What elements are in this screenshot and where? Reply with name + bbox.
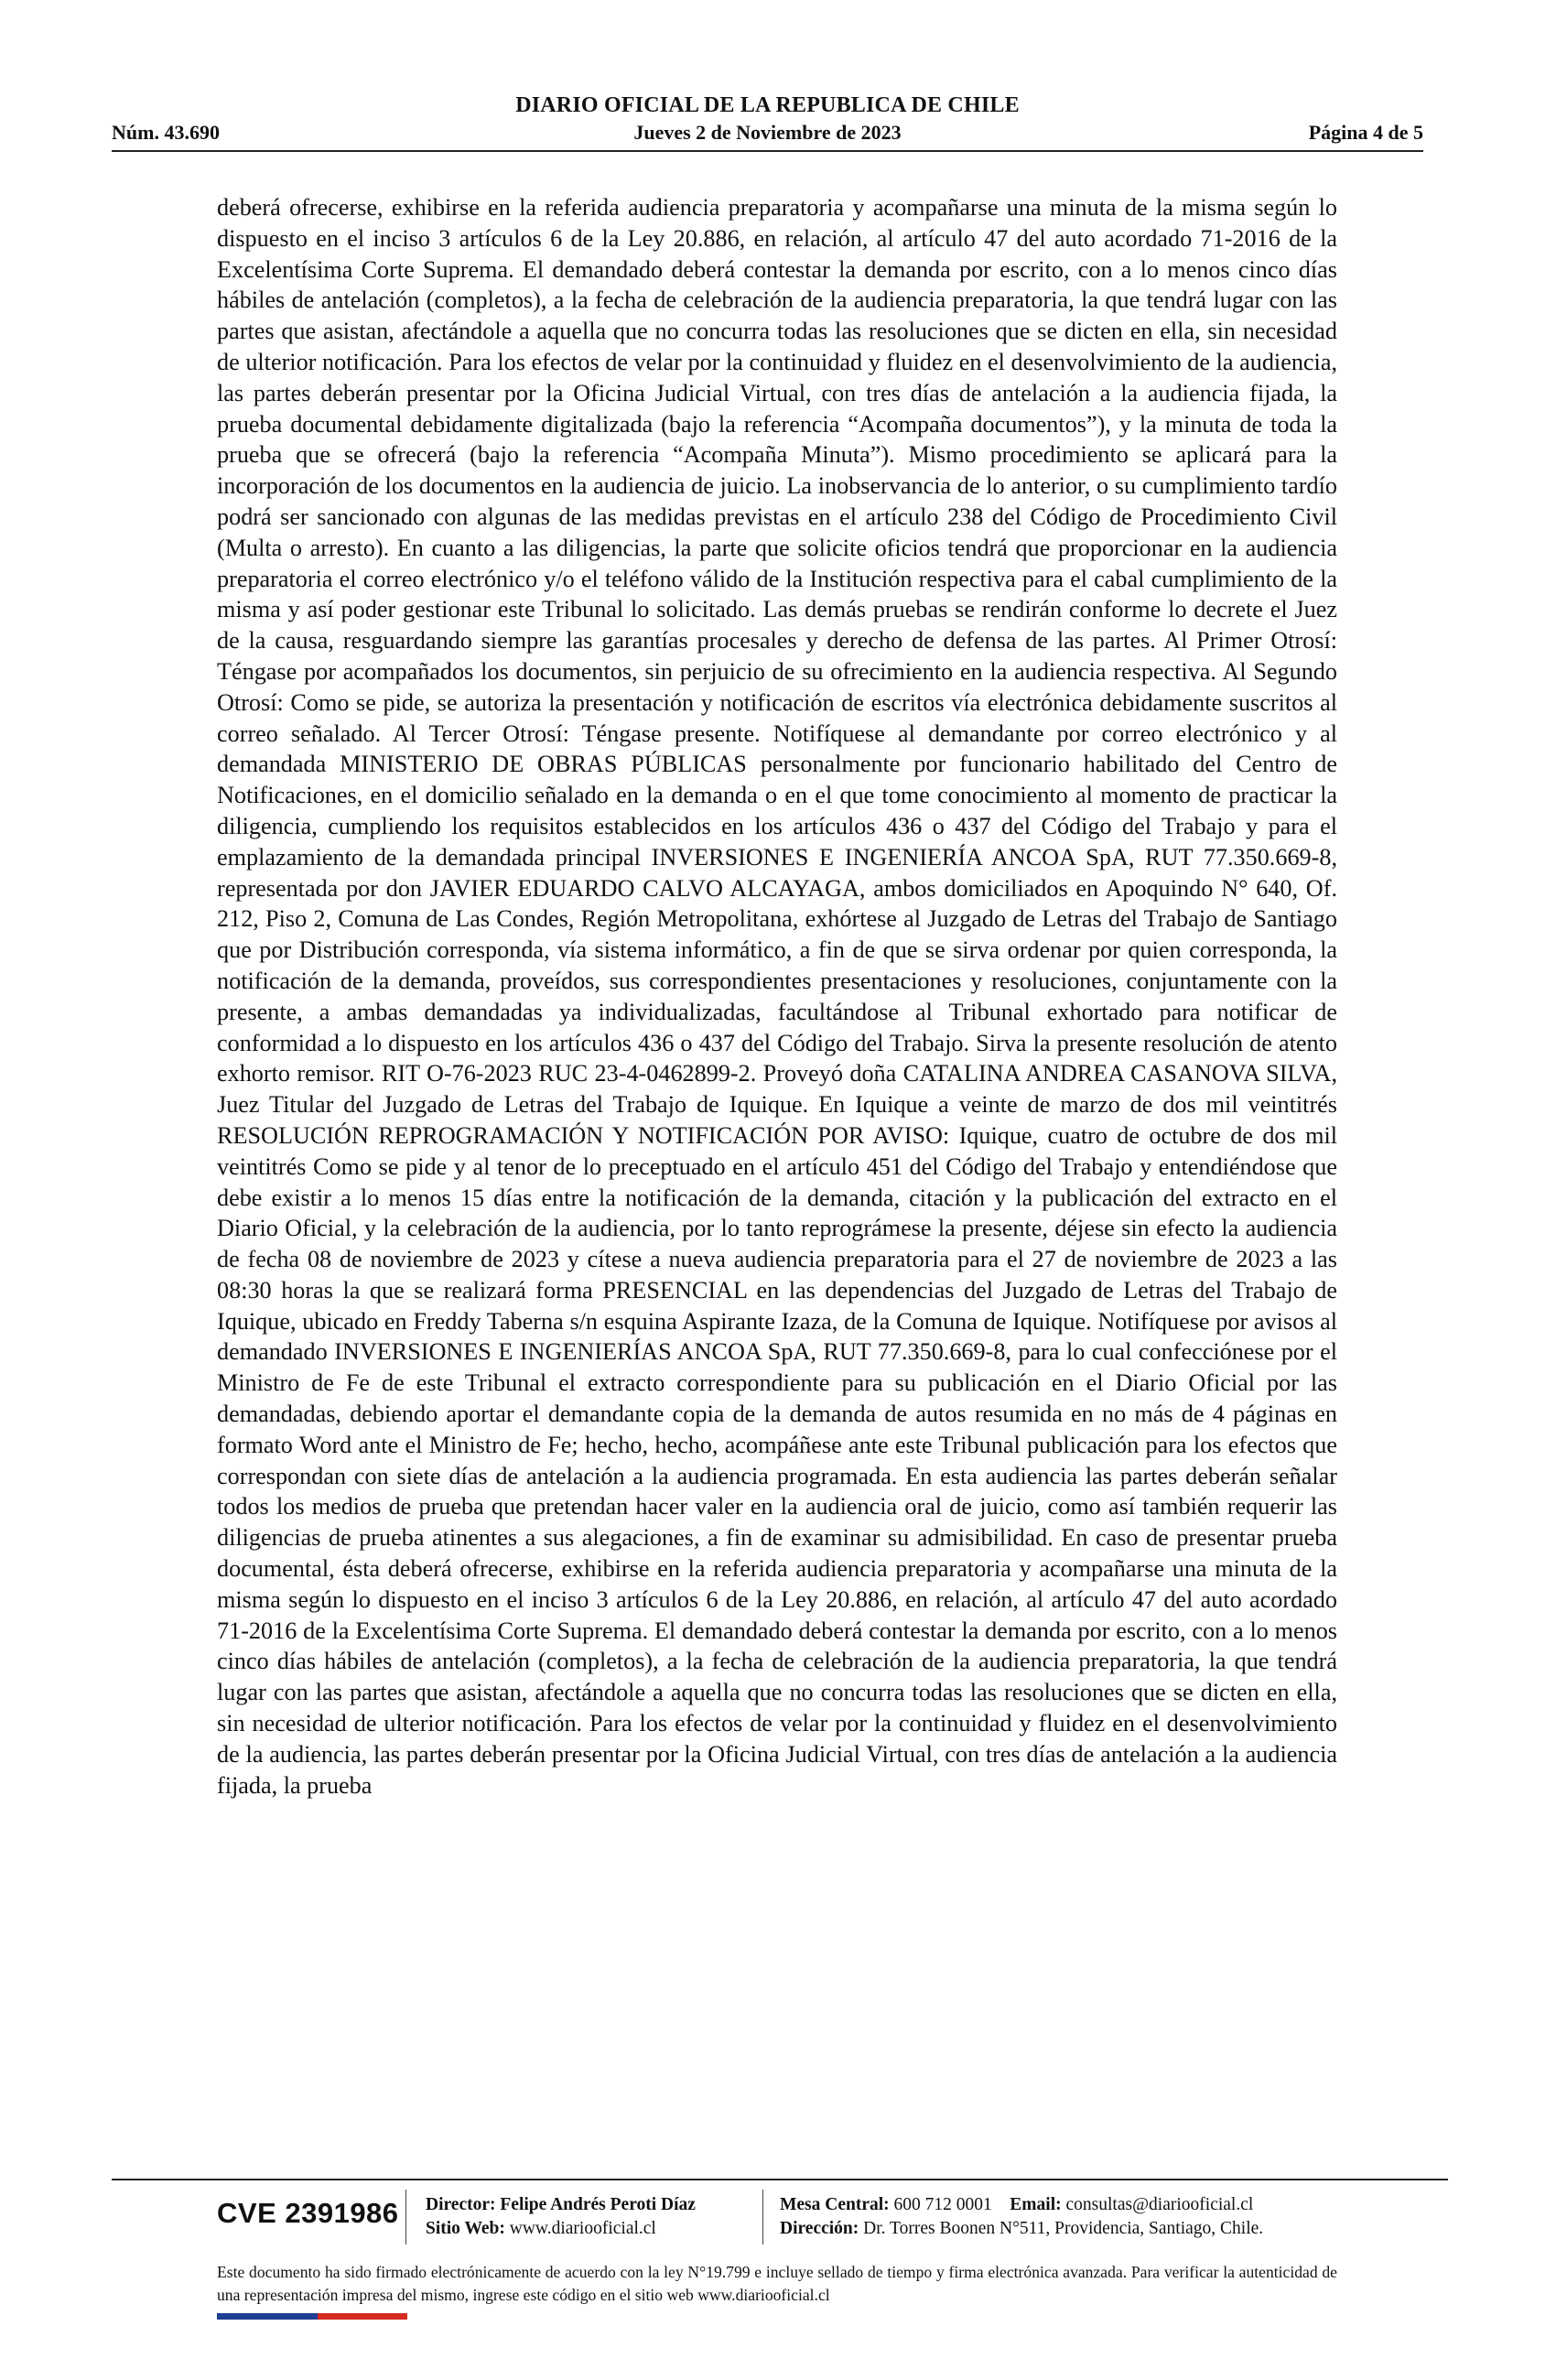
flag-stripe-red xyxy=(318,2313,407,2320)
issue-number: Núm. 43.690 xyxy=(112,121,220,144)
web-label: Sitio Web: xyxy=(426,2219,505,2238)
address-value: Dr. Torres Boonen N°511, Providencia, Santiago, Chile. xyxy=(863,2219,1264,2238)
legal-note: Este documento ha sido firmado electrónicamente de acuerdo con la ley N°19.799 e incluye sellado de tiempo y firma electrónica avanzada. Para verificar la autenticidad de una representación impresa del mismo, ingrese este código en el sitio web www.diariooficial.cl xyxy=(217,2263,1337,2304)
email-link[interactable]: consultas@diariooficial.cl xyxy=(1065,2195,1254,2214)
footer-director-block xyxy=(426,2193,696,2241)
cve-code: CVE 2391986 xyxy=(217,2197,399,2229)
issue-date: Jueves 2 de Noviembre de 2023 xyxy=(633,121,902,144)
publication-title: DIARIO OFICIAL DE LA REPUBLICA DE CHILE xyxy=(515,93,1020,117)
director-name: Felipe Andrés Peroti Díaz xyxy=(500,2195,696,2214)
body-paragraph: deberá ofrecerse, exhibirse en la referida audiencia preparatoria y acompañarse una minuta de la misma según lo dispuesto en el inciso 3 artículos 6 de la Ley 20.886, en relación, al artículo 47 del auto acordado 71-2016 de la Excelentísima Corte Suprema. El demandado deberá contestar la demanda por escrito, con a lo menos cinco días hábiles de antelación (completos), a la fecha de celebración de la audiencia preparatoria, la que tendrá lugar con las partes que asistan, afectándole a aquella que no concurra todas las resoluciones que se dicten en ella, sin necesidad de ulterior notificación. Para los efectos de velar por la continuidad y fluidez en el desenvolvimiento de la audiencia, las partes deberán presentar por la Oficina Judicial Virtual, con tres días de antelación a la audiencia fijada, la prueba documental debidamente digitalizada (bajo la referencia “Acompaña documentos”), y la minuta de toda la prueba que se ofrecerá (bajo la referencia “Acompaña Minuta”). Mismo procedimiento se aplicará para la incorporación de los documentos en la audiencia de juicio. La inobservancia de lo anterior, o su cumplimiento tardío podrá ser sancionado con algunas de las medidas previstas en el artículo 238 del Código de Procedimiento Civil (Multa o arresto). En cuanto a las diligencias, la parte que solicite oficios tendrá que proporcionar en la audiencia preparatoria el correo electrónico y/o el teléfono válido de la Institución respectiva para el cabal cumplimiento de la misma y así poder gestionar este Tribunal lo solicitado. Las demás pruebas se rendirán conforme lo decrete el Juez de la causa, resguardando siempre las garantías procesales y derecho de defensa de las partes. Al Primer Otrosí: Téngase por acompañados los documentos, sin perjuicio de su ofrecimiento en la audiencia respectiva. Al Segundo Otrosí: Como se pide, se autoriza la presentación y notificación de escritos vía electrónica debidamente suscritos al correo señalado. Al Tercer Otrosí: Téngase presente. Notifíquese al demandante por correo electrónico y al demandada MINISTERIO DE OBRAS PÚBLICAS personalmente por funcionario habilitado del Centro de Notificaciones, en el domicilio señalado en la demanda o en el que tome conocimiento al momento de practicar la diligencia, cumpliendo los requisitos establecidos en los artículos 436 o 437 del Código del Trabajo y para el emplazamiento de la demandada principal INVERSIONES E INGENIERÍA ANCOA SpA, RUT 77.350.669-8, representada por don JAVIER EDUARDO CALVO ALCAYAGA, ambos domiciliados en Apoquindo N° 640, Of. 212, Piso 2, Comuna de Las Condes, Región Metropolitana, exhórtese al Juzgado de Letras del Trabajo de Santiago que por Distribución corresponda, vía sistema informático, a fin de que se sirva ordenar por quien corresponda, la notificación de la demanda, proveídos, sus correspondientes presentaciones y resoluciones, conjuntamente con la presente, a ambas demandadas ya individualizadas, facultándose al Tribunal exhortado para notificar de conformidad a lo dispuesto en los artículos 436 o 437 del Código del Trabajo. Sirva la presente resolución de atento exhorto remisor. RIT O-76-2023 RUC 23-4-0462899-2. Proveyó doña CATALINA ANDREA CASANOVA SILVA, Juez Titular del Juzgado de Letras del Trabajo de Iquique. En Iquique a veinte de marzo de dos mil veintitrés RESOLUCIÓN REPROGRAMACIÓN Y NOTIFICACIÓN POR AVISO: Iquique, cuatro de octubre de dos mil veintitrés Como se pide y al tenor de lo preceptuado en el artículo 451 del Código del Trabajo y entendiéndose que debe existir a lo menos 15 días entre la notificación de la demanda, citación y la publicación del extracto en el Diario Oficial, y la celebración de la audiencia, por lo tanto reprográmese la presente, déjese sin efecto la audiencia de fecha 08 de noviembre de 2023 y cítese a nueva audiencia preparatoria para el 27 de noviembre de 2023 a las 08:30 horas la que se realizará forma PRESENCIAL en las dependencias del Juzgado de Letras del Trabajo de Iquique, ubicado en Freddy Taberna s/n esquina Aspirante Izaza, de la Comuna de Iquique. Notifíquese por avisos al demandado INVERSIONES E INGENIERÍAS ANCOA SpA, RUT 77.350.669-8, para lo cual confecciónese por el Ministro de Fe de este Tribunal el extracto correspondiente para su publicación en el Diario Oficial por las demandadas, debiendo aportar el demandante copia de la demanda de autos resumida en no más de 4 páginas en formato Word ante el Ministro de Fe; hecho, hecho, acompáñese ante este Tribunal publicación para los efectos que correspondan con siete días de antelación a la audiencia programada. En esta audiencia las partes deberán señalar todos los medios de prueba que pretendan hacer valer en la audiencia oral de juicio, como así también requerir las diligencias de prueba atinentes a sus alegaciones, a fin de examinar su admisibilidad. En caso de presentar prueba documental, ésta deberá ofrecerse, exhibirse en la referida audiencia preparatoria y acompañarse una minuta de la misma según lo dispuesto en el inciso 3 artículos 6 de la Ley 20.886, en relación, al artículo 47 del auto acordado 71-2016 de la Excelentísima Corte Suprema. El demandado deberá contestar la demanda por escrito, con a lo menos cinco días hábiles de antelación (completos), a la fecha de celebración de la audiencia preparatoria, la que tendrá lugar con las partes que asistan, afectándole a aquella que no concurra todas las resoluciones que se dicten en ella, sin necesidad de ulterior notificación. Para los efectos de velar por la continuidad y fluidez en el desenvolvimiento de la audiencia, las partes deberán presentar por la Oficina Judicial Virtual, con tres días de antelación a la audiencia fijada, la prueba xyxy=(217,194,1337,1799)
header-divider xyxy=(112,150,1423,152)
page-header xyxy=(112,92,1423,156)
footer-separator xyxy=(405,2190,406,2245)
footer-separator xyxy=(762,2190,763,2245)
phone-label: Mesa Central: xyxy=(780,2195,890,2214)
web-link[interactable]: www.diariooficial.cl xyxy=(509,2219,656,2238)
address-label: Dirección: xyxy=(780,2219,859,2238)
email-label: Email: xyxy=(1010,2195,1062,2214)
footer-divider xyxy=(112,2179,1448,2180)
page-number: Página 4 de 5 xyxy=(1308,121,1423,144)
phone-number: 600 712 0001 xyxy=(893,2195,992,2214)
page-footer xyxy=(217,2190,1343,2245)
director-label: Director: xyxy=(426,2195,496,2214)
flag-stripe-blue xyxy=(217,2313,318,2320)
footer-contact-block xyxy=(780,2193,1263,2241)
